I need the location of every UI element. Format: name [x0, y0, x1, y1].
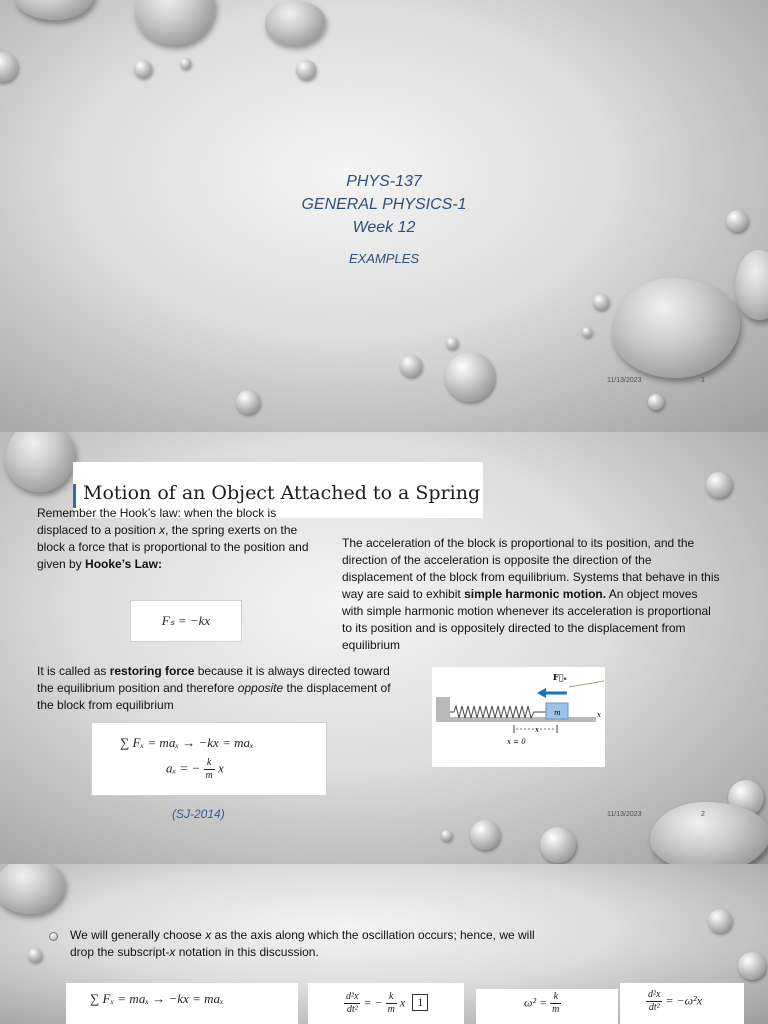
- spring-figure: [432, 667, 605, 767]
- water-drop: [738, 952, 766, 980]
- restoring-force-text: It is called as restoring force because it is always directed toward the equilibrium position and therefore opposite the displacement of the block from equilibrium: [37, 664, 391, 712]
- force-label: F⃗ₛ: [553, 672, 567, 682]
- x-axis-label: x: [597, 711, 601, 719]
- course-name: GENERAL PHYSICS-1: [301, 196, 467, 213]
- omega-formula-box: ω² = $\frac{k}{m}$: [476, 989, 618, 1024]
- origin-label: x = 0: [507, 738, 526, 746]
- water-drop: [0, 864, 65, 914]
- slide-1: [0, 0, 768, 432]
- water-drop: [15, 0, 95, 20]
- equation-tag: 1: [412, 994, 428, 1011]
- water-drop: [708, 909, 732, 933]
- force-arrowhead: [537, 688, 546, 698]
- water-drop: [5, 432, 75, 492]
- newton-formula-box: [91, 722, 327, 796]
- water-drop: [400, 355, 422, 377]
- slide-3: [0, 864, 768, 1024]
- bullet-icon: [49, 932, 58, 941]
- hooke-formula: Fₛ = −kx: [130, 600, 242, 642]
- slide-date: 11/13/2023: [607, 377, 642, 384]
- water-drop: [582, 327, 592, 337]
- newton-formula-box: [66, 983, 298, 1024]
- water-drop: [593, 294, 609, 310]
- acceleration-formula: aₓ = − $\frac{k}{m}$ x: [166, 757, 224, 781]
- water-drop: [265, 0, 325, 45]
- ode2-formula-box: $\frac{\text{d²x}}{\text{dt²}}$ = −ω²x: [620, 983, 744, 1024]
- water-drop: [0, 52, 18, 82]
- newton-formula: ∑ Fₓ = maₓ → −kx = maₓ: [120, 735, 254, 750]
- slide-number: 1: [701, 377, 705, 384]
- water-drop: [612, 278, 740, 378]
- week-label: Week 12: [352, 219, 416, 236]
- wall: [436, 697, 450, 722]
- water-drop: [296, 60, 316, 80]
- hooke-intro: Remember the Hook’s law: when the block is displaced to a position x, the spring exerts on the block a force that is proportional to the position and given by Hooke’s Law:: [37, 506, 309, 571]
- title-block: [0, 170, 768, 266]
- water-drop: [470, 820, 500, 850]
- water-drop: [445, 352, 495, 402]
- water-drop: [706, 472, 732, 498]
- water-drop: [540, 827, 576, 863]
- displacement-label: x: [535, 726, 539, 734]
- citation: (SJ-2014): [172, 807, 225, 821]
- axis-note: We will generally choose x as the axis along which the oscillation occurs; hence, we will drop the subscript-x notation in this discussion.: [70, 928, 535, 959]
- water-drop: [236, 390, 260, 414]
- slide-2: [0, 432, 768, 864]
- course-code: PHYS-137: [346, 173, 422, 190]
- slide-date: 11/13/2023: [607, 811, 642, 818]
- water-drop: [650, 802, 768, 864]
- water-drop: [441, 830, 452, 841]
- subtitle: EXAMPLES: [348, 251, 420, 266]
- slide-heading: Motion of an Object Attached to a Spring: [83, 482, 481, 504]
- callout-line: [569, 681, 604, 687]
- water-drop: [180, 58, 191, 69]
- water-drop: [648, 394, 664, 410]
- water-drop: [446, 337, 458, 349]
- water-drop: [28, 948, 42, 962]
- spring-diagram: [432, 667, 605, 767]
- newton-formula: ∑ Fₓ = maₓ → −kx = maₓ: [90, 991, 224, 1006]
- shm-explanation: The acceleration of the block is proportional to its position, and the direction of the acceleration is opposite the direction of the displacement of the block from equilibrium. Systems that behave in this way are said to exhibit simple harmonic motion. An object moves with simple harmonic motion whenever its acceleration is proportional to its position and is oppositely directed to the displacement from equilibrium: [342, 536, 720, 652]
- ode-formula-box: $\frac{\text{d²x}}{\text{dt²}}$ = − $\frac{k}{m}$ x 1: [308, 983, 464, 1024]
- water-drop: [134, 60, 152, 78]
- spring-coil: [450, 706, 546, 718]
- water-drop: [135, 0, 215, 45]
- slide-number: 2: [701, 811, 705, 818]
- floor: [436, 717, 596, 722]
- mass-label: m: [554, 709, 561, 717]
